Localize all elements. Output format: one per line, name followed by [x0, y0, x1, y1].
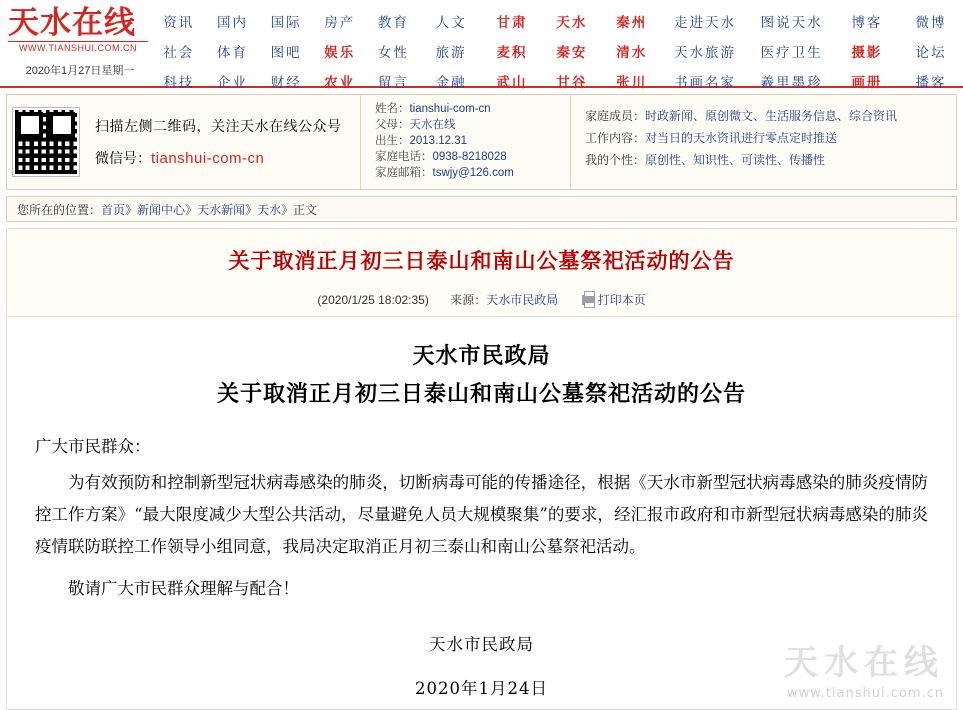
- profile-row: [375, 117, 570, 133]
- nav-item-yiliao-weisheng[interactable]: 医疗卫生: [760, 45, 823, 60]
- profile-label: 家庭邮箱：: [375, 167, 433, 179]
- document-salutation: 广大市民群众：: [35, 437, 151, 456]
- printer-icon: [582, 295, 595, 305]
- detail-label: 我的个性：: [585, 153, 646, 167]
- profile-label: 姓名：: [375, 103, 410, 115]
- breadcrumb-sep: 》: [281, 203, 294, 217]
- nav-item-fangchan[interactable]: 房产: [324, 15, 356, 30]
- document-paragraph: 为有效预防和控制新型冠状病毒感染的肺炎，切断病毒可能的传播途径，根据《天水市新型冠状病毒感染的肺炎疫情防控工作方案》“最大限度减少大型公共活动，尽量避免人员大规模聚集”的要求，经汇报市政府和市新型冠状病毒感染的肺炎疫情联防联控工作领导小组同意，我局决定取消正月初三泰山和南山公墓祭祀活动。: [35, 473, 928, 556]
- profile-value: 天水在线: [409, 119, 456, 131]
- nav-item-weibo[interactable]: 微博: [915, 15, 947, 30]
- document-title-line-2: 关于取消正月初三日泰山和南山公墓祭祀活动的公告: [216, 381, 746, 407]
- breadcrumb: [6, 196, 957, 222]
- nav-item-boke-video[interactable]: 播客: [915, 75, 947, 90]
- profile-value: 0938-8218028: [432, 151, 507, 163]
- article-source-label: 来源：: [450, 293, 487, 307]
- site-logo-text: 天水在线: [8, 5, 136, 41]
- nav-item-keji[interactable]: 科技: [163, 75, 195, 90]
- profile-row: [375, 101, 570, 117]
- watermark-text: 天水在线: [784, 643, 944, 683]
- profile-row: [375, 165, 570, 181]
- nav-item-qiye[interactable]: 企业: [216, 75, 248, 90]
- nav-item-gangu[interactable]: 甘谷: [556, 75, 588, 90]
- nav-item-jinrong[interactable]: 金融: [435, 75, 467, 90]
- site-header: [0, 0, 963, 88]
- profile-label: 出生：: [375, 135, 410, 147]
- nav-item-caijing[interactable]: 财经: [270, 75, 302, 90]
- detail-value: 时政新闻、原创微文、生活服务信息、综合资讯: [645, 109, 898, 123]
- nav-row: [152, 66, 963, 96]
- nav-item-nvxing[interactable]: 女性: [377, 45, 409, 60]
- detail-row: [585, 105, 956, 127]
- nav-item-shehui[interactable]: 社会: [163, 45, 195, 60]
- profile-value: tianshui-com-cn: [409, 103, 491, 115]
- document-sign-date: 2020年1月24日: [415, 679, 548, 698]
- nav-item-tushuo-tianshui[interactable]: 图说天水: [760, 15, 823, 30]
- breadcrumb-item-tianshui[interactable]: 天水: [257, 203, 282, 217]
- nav-item-qinzhou[interactable]: 秦州: [616, 15, 648, 30]
- detail-label: 工作内容：: [585, 131, 646, 145]
- document-title-line-1: 天水市民政局: [412, 343, 551, 369]
- nav-row: [152, 6, 963, 36]
- breadcrumb-item-home[interactable]: 首页: [101, 203, 126, 217]
- profile-row: [375, 133, 570, 149]
- article-timestamp: (2020/1/25 18:02:35): [317, 293, 429, 307]
- nav-item-gansu[interactable]: 甘肃: [496, 15, 528, 30]
- breadcrumb-sep: 》: [185, 203, 198, 217]
- detail-value: 原创性、知识性、可读性、传播性: [645, 153, 826, 167]
- nav-item-liuyan[interactable]: 留言: [377, 75, 409, 90]
- nav-item-tianshui-lvyou[interactable]: 天水旅游: [673, 45, 736, 60]
- site-logo[interactable]: [0, 4, 152, 78]
- detail-row: [585, 149, 956, 171]
- nav-item-guonei[interactable]: 国内: [216, 15, 248, 30]
- nav-item-maiji[interactable]: 麦积: [496, 45, 528, 60]
- nav-item-shuhua-mingjia[interactable]: 书画名家: [673, 75, 736, 90]
- document-signer: 天水市民政局: [429, 635, 534, 654]
- article-source-value: 天水市民政局: [486, 293, 559, 307]
- nav-item-yule[interactable]: 娱乐: [324, 45, 356, 60]
- scan-instruction-text: 扫描左侧二维码，关注天水在线公众号: [95, 118, 342, 134]
- article-headline: 关于取消正月初三日泰山和南山公墓祭祀活动的公告: [7, 229, 956, 287]
- detail-label: 家庭成员：: [585, 109, 646, 123]
- watermark-url: www.tianshui.com.cn: [786, 686, 944, 701]
- wechat-id-label: 微信号：: [95, 150, 151, 166]
- breadcrumb-item-current: 正文: [293, 203, 318, 217]
- nav-item-xili-mozhen[interactable]: 羲里墨珍: [760, 75, 823, 90]
- document-paragraph: 敬请广大市民群众理解与配合！: [68, 579, 299, 598]
- breadcrumb-sep: 》: [125, 203, 138, 217]
- nav-item-guoji[interactable]: 国际: [270, 15, 302, 30]
- wechat-id-value: tianshui-com-cn: [151, 150, 265, 167]
- article-body: [7, 317, 956, 709]
- breadcrumb-prefix: 您所在的位置：: [17, 203, 102, 217]
- nav-item-wushan[interactable]: 武山: [496, 75, 528, 90]
- breadcrumb-sep: 》: [245, 203, 258, 217]
- print-page-button[interactable]: [582, 293, 646, 307]
- account-details-cell: [570, 95, 956, 189]
- article-container: [6, 228, 957, 710]
- profile-label: 父母：: [375, 119, 410, 131]
- nav-item-luntan[interactable]: 论坛: [915, 45, 947, 60]
- nav-item-tianshui[interactable]: 天水: [556, 15, 588, 30]
- wechat-id-row: [95, 148, 360, 168]
- profile-label: 家庭电话：: [375, 151, 433, 163]
- print-page-label: 打印本页: [597, 293, 646, 307]
- breadcrumb-item-tianshui-news[interactable]: 天水新闻: [197, 203, 246, 217]
- qr-code-icon: [13, 108, 79, 176]
- qr-code-cell: [7, 95, 85, 189]
- wechat-info-bar: [6, 94, 957, 190]
- article-meta: [7, 287, 956, 317]
- detail-row: [585, 127, 956, 149]
- nav-item-boke[interactable]: 博客: [851, 15, 883, 30]
- nav-item-jiaoyu[interactable]: 教育: [377, 15, 409, 30]
- nav-item-tiyu[interactable]: 体育: [216, 45, 248, 60]
- site-logo-domain: WWW.TIANSHUI.COM.CN: [8, 41, 148, 53]
- nav-item-tuba[interactable]: 图吧: [270, 45, 302, 60]
- nav-item-zixun[interactable]: 资讯: [163, 15, 195, 30]
- nav-item-renwen[interactable]: 人文: [435, 15, 467, 30]
- site-date: 2020年1月27日星期一: [25, 65, 135, 77]
- nav-item-nongye[interactable]: 农业: [324, 75, 356, 90]
- profile-value: 2013.12.31: [409, 135, 468, 147]
- nav-item-zoujin-tianshui[interactable]: 走进天水: [673, 15, 736, 30]
- profile-value: tswjy@126.com: [432, 167, 514, 179]
- nav-item-sheying[interactable]: 摄影: [851, 45, 883, 60]
- profile-row: [375, 149, 570, 165]
- account-profile-cell: [360, 95, 570, 189]
- nav-item-lvyou[interactable]: 旅游: [435, 45, 467, 60]
- nav-item-qingshui[interactable]: 清水: [616, 45, 648, 60]
- nav-row: [152, 36, 963, 66]
- detail-value: 对当日的天水资讯进行零点定时推送: [645, 131, 838, 145]
- nav-item-huace[interactable]: 画册: [851, 75, 883, 90]
- main-nav: [152, 6, 963, 96]
- breadcrumb-item-news-center[interactable]: 新闻中心: [137, 203, 186, 217]
- nav-item-zhangchuan[interactable]: 张川: [616, 75, 648, 90]
- wechat-follow-cell: [85, 95, 360, 189]
- nav-item-qinan[interactable]: 秦安: [556, 45, 588, 60]
